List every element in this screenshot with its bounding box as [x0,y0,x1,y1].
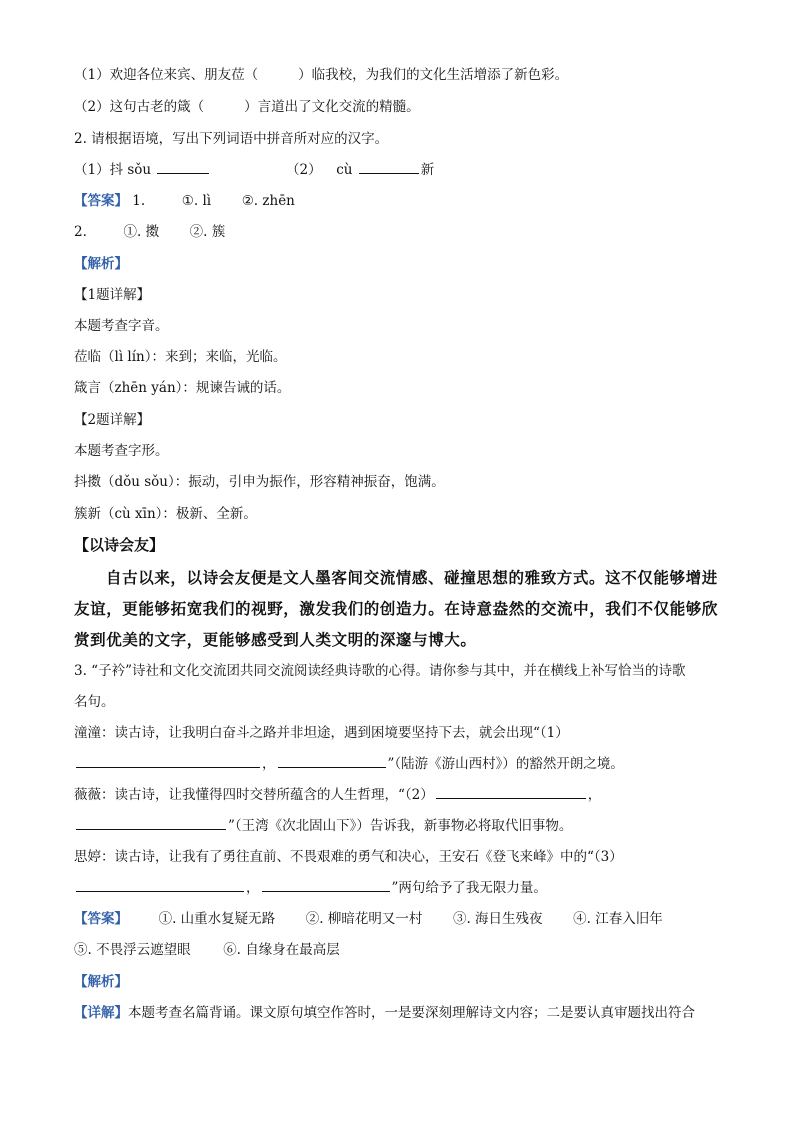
answer-tag: 【答案】 [74,193,128,209]
q3-line2-post: ”（陆游《游山西村》）的豁然开朗之境。 [387,756,624,772]
q3-blank4[interactable] [76,815,226,830]
q3-line4 [74,815,724,837]
answer3-a3: ③. 海日生残夜 [452,911,543,927]
section-para-line2: 友谊，更能够拓宽我们的视野，激发我们的创造力。在诗意盎然的交流中，我们不仅能够欣 [74,599,719,618]
q2-item1-blank[interactable] [157,159,209,174]
answer3-a1: ①. 山重水复疑无路 [158,911,276,927]
section-para-line1: 自古以来，以诗会友便是文人墨客间交流情感、碰撞思想的雅致方式。这不仅能够增进 [106,568,718,587]
q3-line3 [74,784,724,806]
sub2-line1: 本题考查字形。 [74,443,169,459]
q2-item1-pinyin: （1）抖 sǒu [74,162,152,178]
answer3-a6: ⑥. 自缘身在最高层 [223,942,340,958]
answer3-row2 [74,939,724,961]
q1-item1 [74,64,724,86]
answer3-tag: 【答案】 [74,911,128,927]
sub2-line2: 抖擞（dǒu sǒu）：振动，引申为振作，形容精神振奋，饱满。 [74,474,445,490]
sub2-heading: 【2题详解】 [74,412,151,428]
q2-item2-pinyin: cù [336,162,353,178]
answer1-row [74,190,724,212]
answer2-a1: ①. 擞 [123,224,160,240]
section-para-line3: 赏到优美的文字，更能够感受到人类文明的深邃与博大。 [74,630,477,649]
analysis3-tag: 【解析】 [74,974,128,990]
sub1-line3: 箴言（zhēn yán）：规谏告诫的话。 [74,380,291,396]
answer2-a2: ②. 簇 [189,224,226,240]
q1-item1-pre: （1）欢迎各位来宾、朋友莅（ [74,67,259,83]
answer3-a2: ②. 柳暗花明又一村 [305,911,423,927]
q3-blank6[interactable] [262,877,390,892]
q1-item2-pre: （2）这句古老的箴（ [74,99,205,115]
q3-line5: 思婷：读古诗，让我有了勇往直前、不畏艰难的勇气和决心，王安石《登飞来峰》中的“（3） [74,849,623,865]
q3-blank1[interactable] [76,753,260,768]
answer3-a5: ⑤. 不畏浮云遮望眼 [74,942,191,958]
answer1-a1: ①. lì [181,193,212,209]
sub1-line1: 本题考查字音。 [74,318,169,334]
q2-item2-blank[interactable] [359,159,419,174]
q3-prompt-line2: 名句。 [74,694,115,710]
q3-line2-comma: ， [262,756,276,772]
q3-line6 [74,877,724,899]
q3-blank3[interactable] [436,784,586,799]
sub1-heading: 【1题详解】 [74,287,151,303]
q3-line3-comma: ， [587,787,602,803]
analysis-tag: 【解析】 [74,256,128,272]
q3-line3-pre: 薇薇：读古诗，让我懂得四时交替所蕴含的人生哲理，“（2） [74,787,434,803]
q3-blank2[interactable] [278,753,386,768]
answer3-row1 [74,908,724,930]
detail-text: 本题考查名篇背诵。课文原句填空作答时，一是要深刻理解诗文内容；二是要认真审题找出符合 [128,1005,695,1021]
answer1-num: 1. [132,193,146,209]
q3-line6-comma: ， [246,880,260,896]
answer3-a4: ④. 江春入旧年 [573,911,663,927]
q2-item2-num: （2） [286,162,322,178]
q2-items [74,159,724,181]
q3-line4-post: ”（王湾《次北固山下》）告诉我，新事物必将取代旧事物。 [228,818,573,834]
q2-item2-post: 新 [420,162,435,178]
answer1-a2: ②. zhēn [241,193,295,209]
answer2-row [74,221,724,243]
analysis3-detail [74,1002,724,1024]
sub2-line3: 簇新（cù xīn）：极新、全新。 [74,506,257,522]
q3-line6-post: ”两句给予了我无限力量。 [391,880,547,896]
q3-prompt-line1: 3. “子衿”诗社和文化交流团共同交流阅读经典诗歌的心得。请你参与其中，并在横线上补写恰当的诗歌 [74,663,686,679]
q1-item2 [74,96,724,118]
detail-tag: 【详解】 [74,1005,128,1021]
answer2-num: 2. [74,224,87,240]
q1-item2-post: ）言道出了文化交流的精髓。 [244,99,420,115]
section-title: 【以诗会友】 [74,536,165,554]
q3-blank5[interactable] [76,877,244,892]
q1-item1-post: ）临我校，为我们的文化生活增添了新色彩。 [298,67,569,83]
q3-line2 [74,753,724,775]
sub1-line2: 莅临（lì lín）：来到；来临，光临。 [74,349,287,365]
q2-prompt: 2. 请根据语境，写出下列词语中拼音所对应的汉字。 [74,131,389,147]
q3-line1: 潼潼：读古诗，让我明白奋斗之路并非坦途，遇到困境要坚持下去，就会出现“（1） [74,725,569,741]
